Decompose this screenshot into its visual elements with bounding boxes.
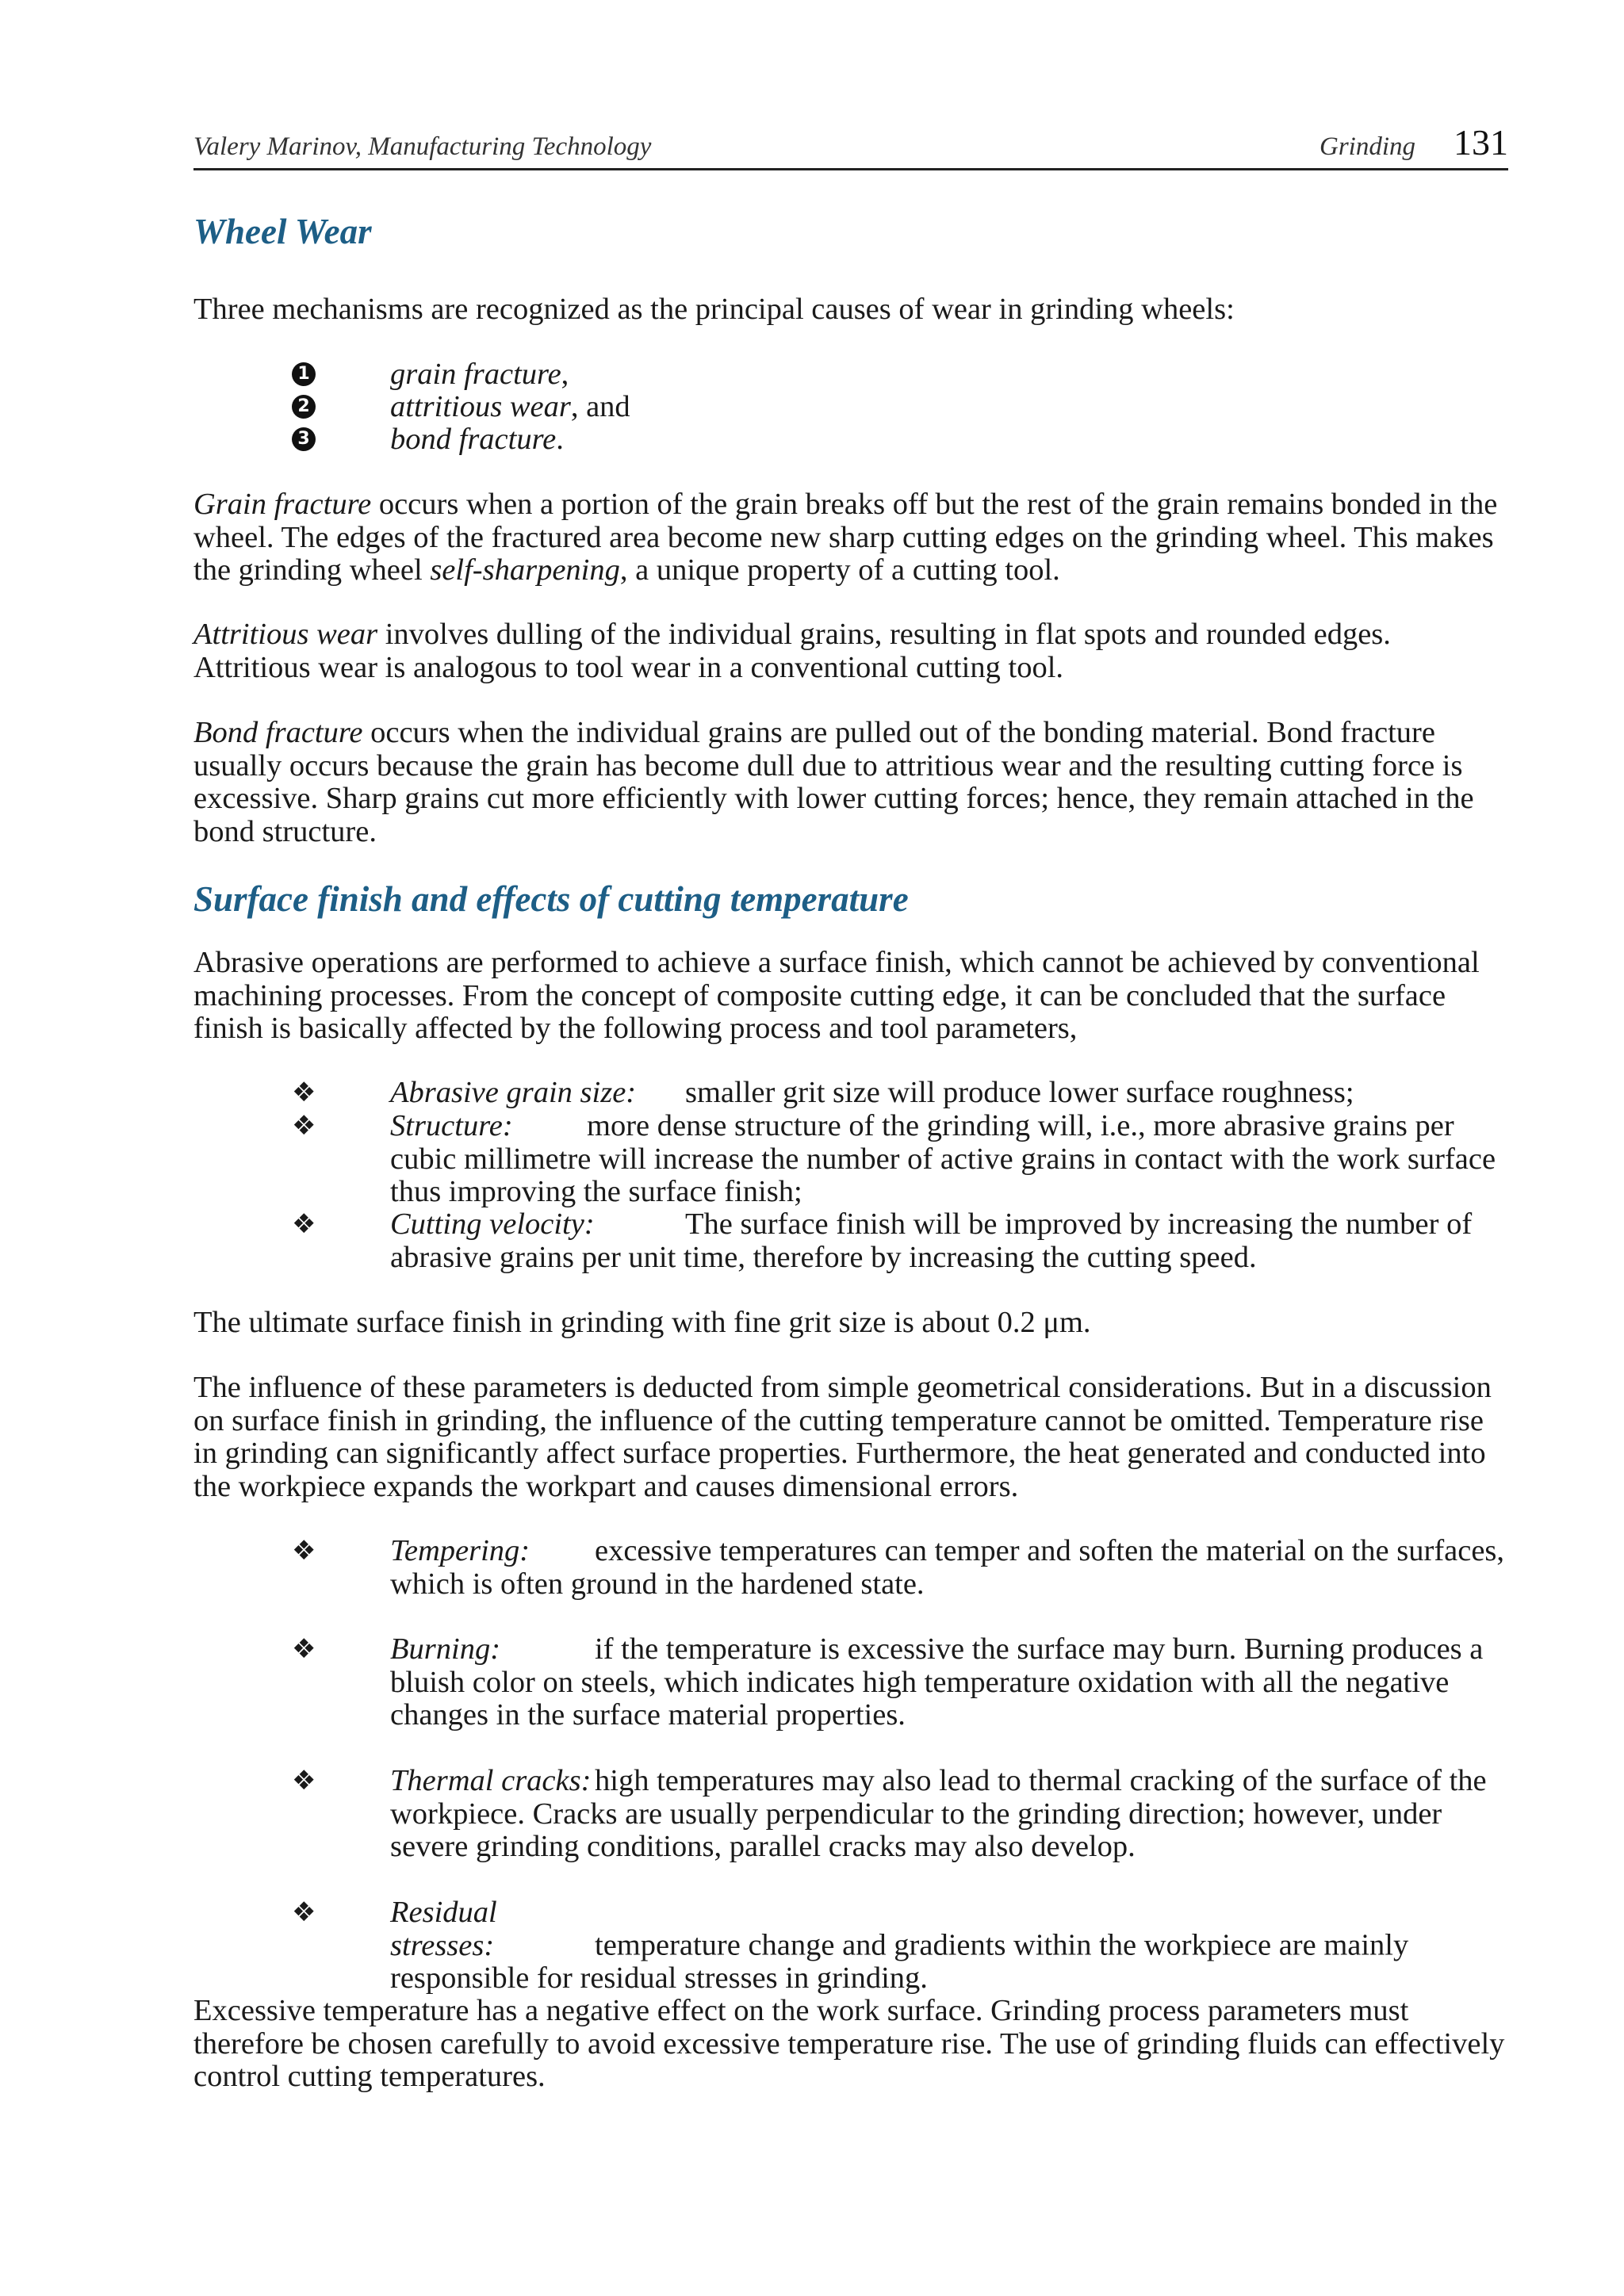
bond-fracture-paragraph: Bond fracture occurs when the individual grains are pulled out of the bonding material. Bond fracture usually occurs because the grain has become dull due to attritious wear and the resulting cutting force is excessive. Sharp grains cut more efficiently with lower cutting forces; hence, they remain attached in the bond structure. xyxy=(193,716,1474,848)
section-heading-wheel-wear: Wheel Wear xyxy=(193,212,372,251)
header-section: Grinding xyxy=(1319,132,1415,161)
list-item-text: bond fracture. xyxy=(390,423,564,456)
section-heading-surface-finish: Surface finish and effects of cutting temperature xyxy=(193,879,909,919)
temperature-effect-item: Burning: if the temperature is excessive the surface may burn. Burning produces a bluish color on steels, which indicates high temperature oxidation with all the negative changes in the surface material properties. xyxy=(390,1632,1484,1732)
bullet-icon: ❖ xyxy=(292,1208,316,1240)
list-item xyxy=(0,391,1624,423)
bullet-icon: ❖ xyxy=(292,1110,316,1142)
list-item xyxy=(0,358,1624,391)
header-right xyxy=(1320,121,1508,163)
ultimate-finish-paragraph: The ultimate surface finish in grinding with fine grit size is about 0.2 μm. xyxy=(193,1306,1091,1339)
header-author-title: Valery Marinov, Manufacturing Technology xyxy=(193,132,652,161)
bullet-icon: ❖ xyxy=(292,1765,316,1797)
bullet-icon: ❖ xyxy=(292,1896,316,1928)
list-item-text: attritious wear, and xyxy=(390,390,630,423)
bullet-icon: ❖ xyxy=(292,1633,316,1665)
wheel-wear-intro: Three mechanisms are recognized as the principal causes of wear in grinding wheels: xyxy=(193,293,1235,326)
parameter-item: Abrasive grain size: smaller grit size will produce lower surface roughness; xyxy=(390,1076,1354,1109)
surface-finish-intro: Abrasive operations are performed to achieve a surface finish, which cannot be achieved by conventional machining processes. From the concept of composite cutting edge, it can be concluded that the surface finish is basically affected by the following process and tool parameters, xyxy=(193,946,1480,1045)
temperature-effect-item: Residual stresses: temperature change and gradients within the workpiece are mainly responsible for residual stresses in grinding. xyxy=(390,1896,1409,1995)
bullet-icon: ❖ xyxy=(292,1535,316,1567)
temperature-effect-item: Thermal cracks: high temperatures may also lead to thermal cracking of the surface of the workpiece. Cracks are usually perpendicular to the grinding direction; however, under severe grinding conditions, parallel cracks may also develop. xyxy=(390,1764,1487,1863)
attritious-wear-paragraph: Attritious wear involves dulling of the individual grains, resulting in flat spots and rounded edges. Attritious wear is analogous to tool wear in a conventional cutting tool. xyxy=(193,618,1391,684)
number-badge: 3 xyxy=(292,427,316,451)
temperature-influence-paragraph: The influence of these parameters is deducted from simple geometrical considerations. But in a discussion on surface finish in grinding, the influence of the cutting temperature cannot be omitted. Temperature rise in grinding can significantly affect surface properties. Furthermore, the heat generated and conducted into the workpiece expands the workpart and causes dimensional errors. xyxy=(193,1371,1492,1503)
page-number: 131 xyxy=(1454,122,1508,163)
bullet-icon: ❖ xyxy=(292,1077,316,1108)
list-item-text: grain fracture, xyxy=(390,358,569,391)
grain-fracture-paragraph: Grain fracture occurs when a portion of the grain breaks off but the rest of the grain remains bonded in the wheel. The edges of the fractured area become new sharp cutting edges on the grinding wheel. This makes the grinding wheel self-sharpening, a unique property of a cutting tool. xyxy=(193,488,1498,587)
parameter-item: Cutting velocity: The surface finish will be improved by increasing the number of abrasive grains per unit time, therefore by increasing the cutting speed. xyxy=(390,1207,1473,1274)
parameter-item: Structure: more dense structure of the grinding will, i.e., more abrasive grains per cubic millimetre will increase the number of active grains in contact with the work surface thus improving the surface finish; xyxy=(390,1109,1496,1208)
running-header xyxy=(193,121,1508,170)
list-item xyxy=(0,423,1624,456)
temperature-effect-item: Tempering: excessive temperatures can temper and soften the material on the surfaces, which is often ground in the hardened state. xyxy=(390,1534,1505,1601)
conclusion-paragraph: Excessive temperature has a negative effect on the work surface. Grinding process parameters must therefore be chosen carefully to avoid excessive temperature rise. The use of grinding fluids can effectively control cutting temperatures. xyxy=(193,1994,1505,2093)
number-badge: 1 xyxy=(292,362,316,386)
number-badge: 2 xyxy=(292,395,316,419)
